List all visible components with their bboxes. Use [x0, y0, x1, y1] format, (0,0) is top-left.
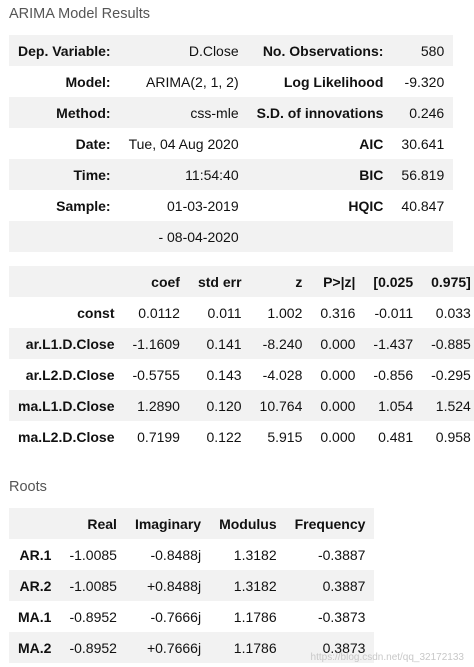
roots-cell: 0.3873 — [286, 632, 375, 663]
roots-row — [9, 601, 374, 632]
coef-cell: 0.033 — [422, 297, 474, 328]
summary-row — [9, 35, 453, 66]
summary-label: Sample: — [9, 190, 120, 221]
coef-row-label: const — [9, 297, 123, 328]
coef-header-cell: 0.975] — [422, 266, 474, 297]
coef-cell: 5.915 — [251, 421, 312, 452]
summary-label: Time: — [9, 159, 120, 190]
coef-header-row — [9, 266, 474, 297]
summary-label: Model: — [9, 66, 120, 97]
roots-cell: 1.3182 — [210, 539, 286, 570]
coef-cell: 0.011 — [189, 297, 251, 328]
coef-cell: -0.011 — [364, 297, 422, 328]
coef-row — [9, 390, 474, 421]
summary-value: ARIMA(2, 1, 2) — [120, 66, 248, 97]
roots-cell: -0.3873 — [286, 601, 375, 632]
roots-caption: Roots — [9, 479, 47, 495]
coef-cell: 0.7199 — [123, 421, 188, 452]
coef-cell: 0.0112 — [123, 297, 188, 328]
coef-cell: 0.316 — [311, 297, 364, 328]
summary-label — [248, 221, 393, 252]
coef-header-cell: std err — [189, 266, 251, 297]
summary-row — [9, 128, 453, 159]
roots-header-cell: Imaginary — [126, 508, 210, 539]
coef-cell: 0.958 — [422, 421, 474, 452]
roots-cell: -1.0085 — [60, 539, 125, 570]
roots-row — [9, 570, 374, 601]
summary-label: Method: — [9, 97, 120, 128]
roots-table — [9, 508, 374, 663]
roots-cell: 1.3182 — [210, 570, 286, 601]
coef-cell: 1.524 — [422, 390, 474, 421]
roots-cell: -1.0085 — [60, 570, 125, 601]
summary-label: Log Likelihood — [248, 66, 393, 97]
coef-cell: 0.481 — [364, 421, 422, 452]
coef-cell: 1.2890 — [123, 390, 188, 421]
roots-cell: 1.1786 — [210, 601, 286, 632]
roots-cell: -0.8488j — [126, 539, 210, 570]
roots-header-cell: Modulus — [210, 508, 286, 539]
coef-cell: 0.143 — [189, 359, 251, 390]
coef-row-label: ma.L1.D.Close — [9, 390, 123, 421]
roots-cell: 0.3887 — [286, 570, 375, 601]
coef-cell: 0.120 — [189, 390, 251, 421]
summary-value: 30.641 — [392, 128, 453, 159]
coef-cell: 0.000 — [311, 421, 364, 452]
roots-cell: -0.3887 — [286, 539, 375, 570]
summary-label: AIC — [248, 128, 393, 159]
summary-row — [9, 221, 453, 252]
summary-label: No. Observations: — [248, 35, 393, 66]
summary-value: -9.320 — [392, 66, 453, 97]
coef-cell: 0.122 — [189, 421, 251, 452]
coef-cell: -0.5755 — [123, 359, 188, 390]
coef-row — [9, 421, 474, 452]
coef-cell: 0.000 — [311, 328, 364, 359]
summary-value: 01-03-2019 — [120, 190, 248, 221]
roots-cell: +0.7666j — [126, 632, 210, 663]
coef-row — [9, 297, 474, 328]
coef-header-cell — [9, 266, 123, 297]
roots-cell: -0.8952 — [60, 601, 125, 632]
coef-header-cell: P>|z| — [311, 266, 364, 297]
coef-header-cell: [0.025 — [364, 266, 422, 297]
coef-cell: -4.028 — [251, 359, 312, 390]
coef-row — [9, 328, 474, 359]
summary-label: S.D. of innovations — [248, 97, 393, 128]
coef-cell: 0.000 — [311, 390, 364, 421]
roots-row-label: AR.2 — [9, 570, 60, 601]
roots-row-label: MA.1 — [9, 601, 60, 632]
summary-label — [9, 221, 120, 252]
coef-header-cell: z — [251, 266, 312, 297]
roots-row — [9, 539, 374, 570]
summary-row — [9, 159, 453, 190]
summary-row — [9, 97, 453, 128]
summary-label: Dep. Variable: — [9, 35, 120, 66]
coef-cell: -0.885 — [422, 328, 474, 359]
roots-row-label: AR.1 — [9, 539, 60, 570]
summary-value: - 08-04-2020 — [120, 221, 248, 252]
summary-value: 56.819 — [392, 159, 453, 190]
summary-label: Date: — [9, 128, 120, 159]
coef-cell: 10.764 — [251, 390, 312, 421]
summary-value — [392, 221, 453, 252]
roots-cell: -0.7666j — [126, 601, 210, 632]
summary-row — [9, 66, 453, 97]
coef-row-label: ar.L2.D.Close — [9, 359, 123, 390]
coef-cell: 0.141 — [189, 328, 251, 359]
roots-cell: 1.1786 — [210, 632, 286, 663]
roots-header-cell: Real — [60, 508, 125, 539]
roots-cell: +0.8488j — [126, 570, 210, 601]
summary-label: HQIC — [248, 190, 393, 221]
model-summary-table — [9, 35, 453, 252]
coefficient-table — [9, 266, 474, 452]
coef-cell: -0.295 — [422, 359, 474, 390]
coef-cell: 0.000 — [311, 359, 364, 390]
summary-value: Tue, 04 Aug 2020 — [120, 128, 248, 159]
arima-caption: ARIMA Model Results — [9, 6, 151, 22]
summary-label: BIC — [248, 159, 393, 190]
coef-cell: 1.054 — [364, 390, 422, 421]
summary-value: D.Close — [120, 35, 248, 66]
roots-header-row — [9, 508, 374, 539]
coef-cell: 1.002 — [251, 297, 312, 328]
coef-row-label: ar.L1.D.Close — [9, 328, 123, 359]
roots-cell: -0.8952 — [60, 632, 125, 663]
coef-header-cell: coef — [123, 266, 188, 297]
summary-value: 0.246 — [392, 97, 453, 128]
roots-header-cell — [9, 508, 60, 539]
coef-cell: -8.240 — [251, 328, 312, 359]
summary-value: css-mle — [120, 97, 248, 128]
summary-value: 11:54:40 — [120, 159, 248, 190]
watermark: https://blog.csdn.net/qq_32172133 — [310, 652, 464, 663]
summary-row — [9, 190, 453, 221]
coef-cell: -1.437 — [364, 328, 422, 359]
roots-header-cell: Frequency — [286, 508, 375, 539]
coef-row — [9, 359, 474, 390]
coef-cell: -1.1609 — [123, 328, 188, 359]
roots-row-label: MA.2 — [9, 632, 60, 663]
summary-value: 580 — [392, 35, 453, 66]
summary-value: 40.847 — [392, 190, 453, 221]
coef-cell: -0.856 — [364, 359, 422, 390]
coef-row-label: ma.L2.D.Close — [9, 421, 123, 452]
